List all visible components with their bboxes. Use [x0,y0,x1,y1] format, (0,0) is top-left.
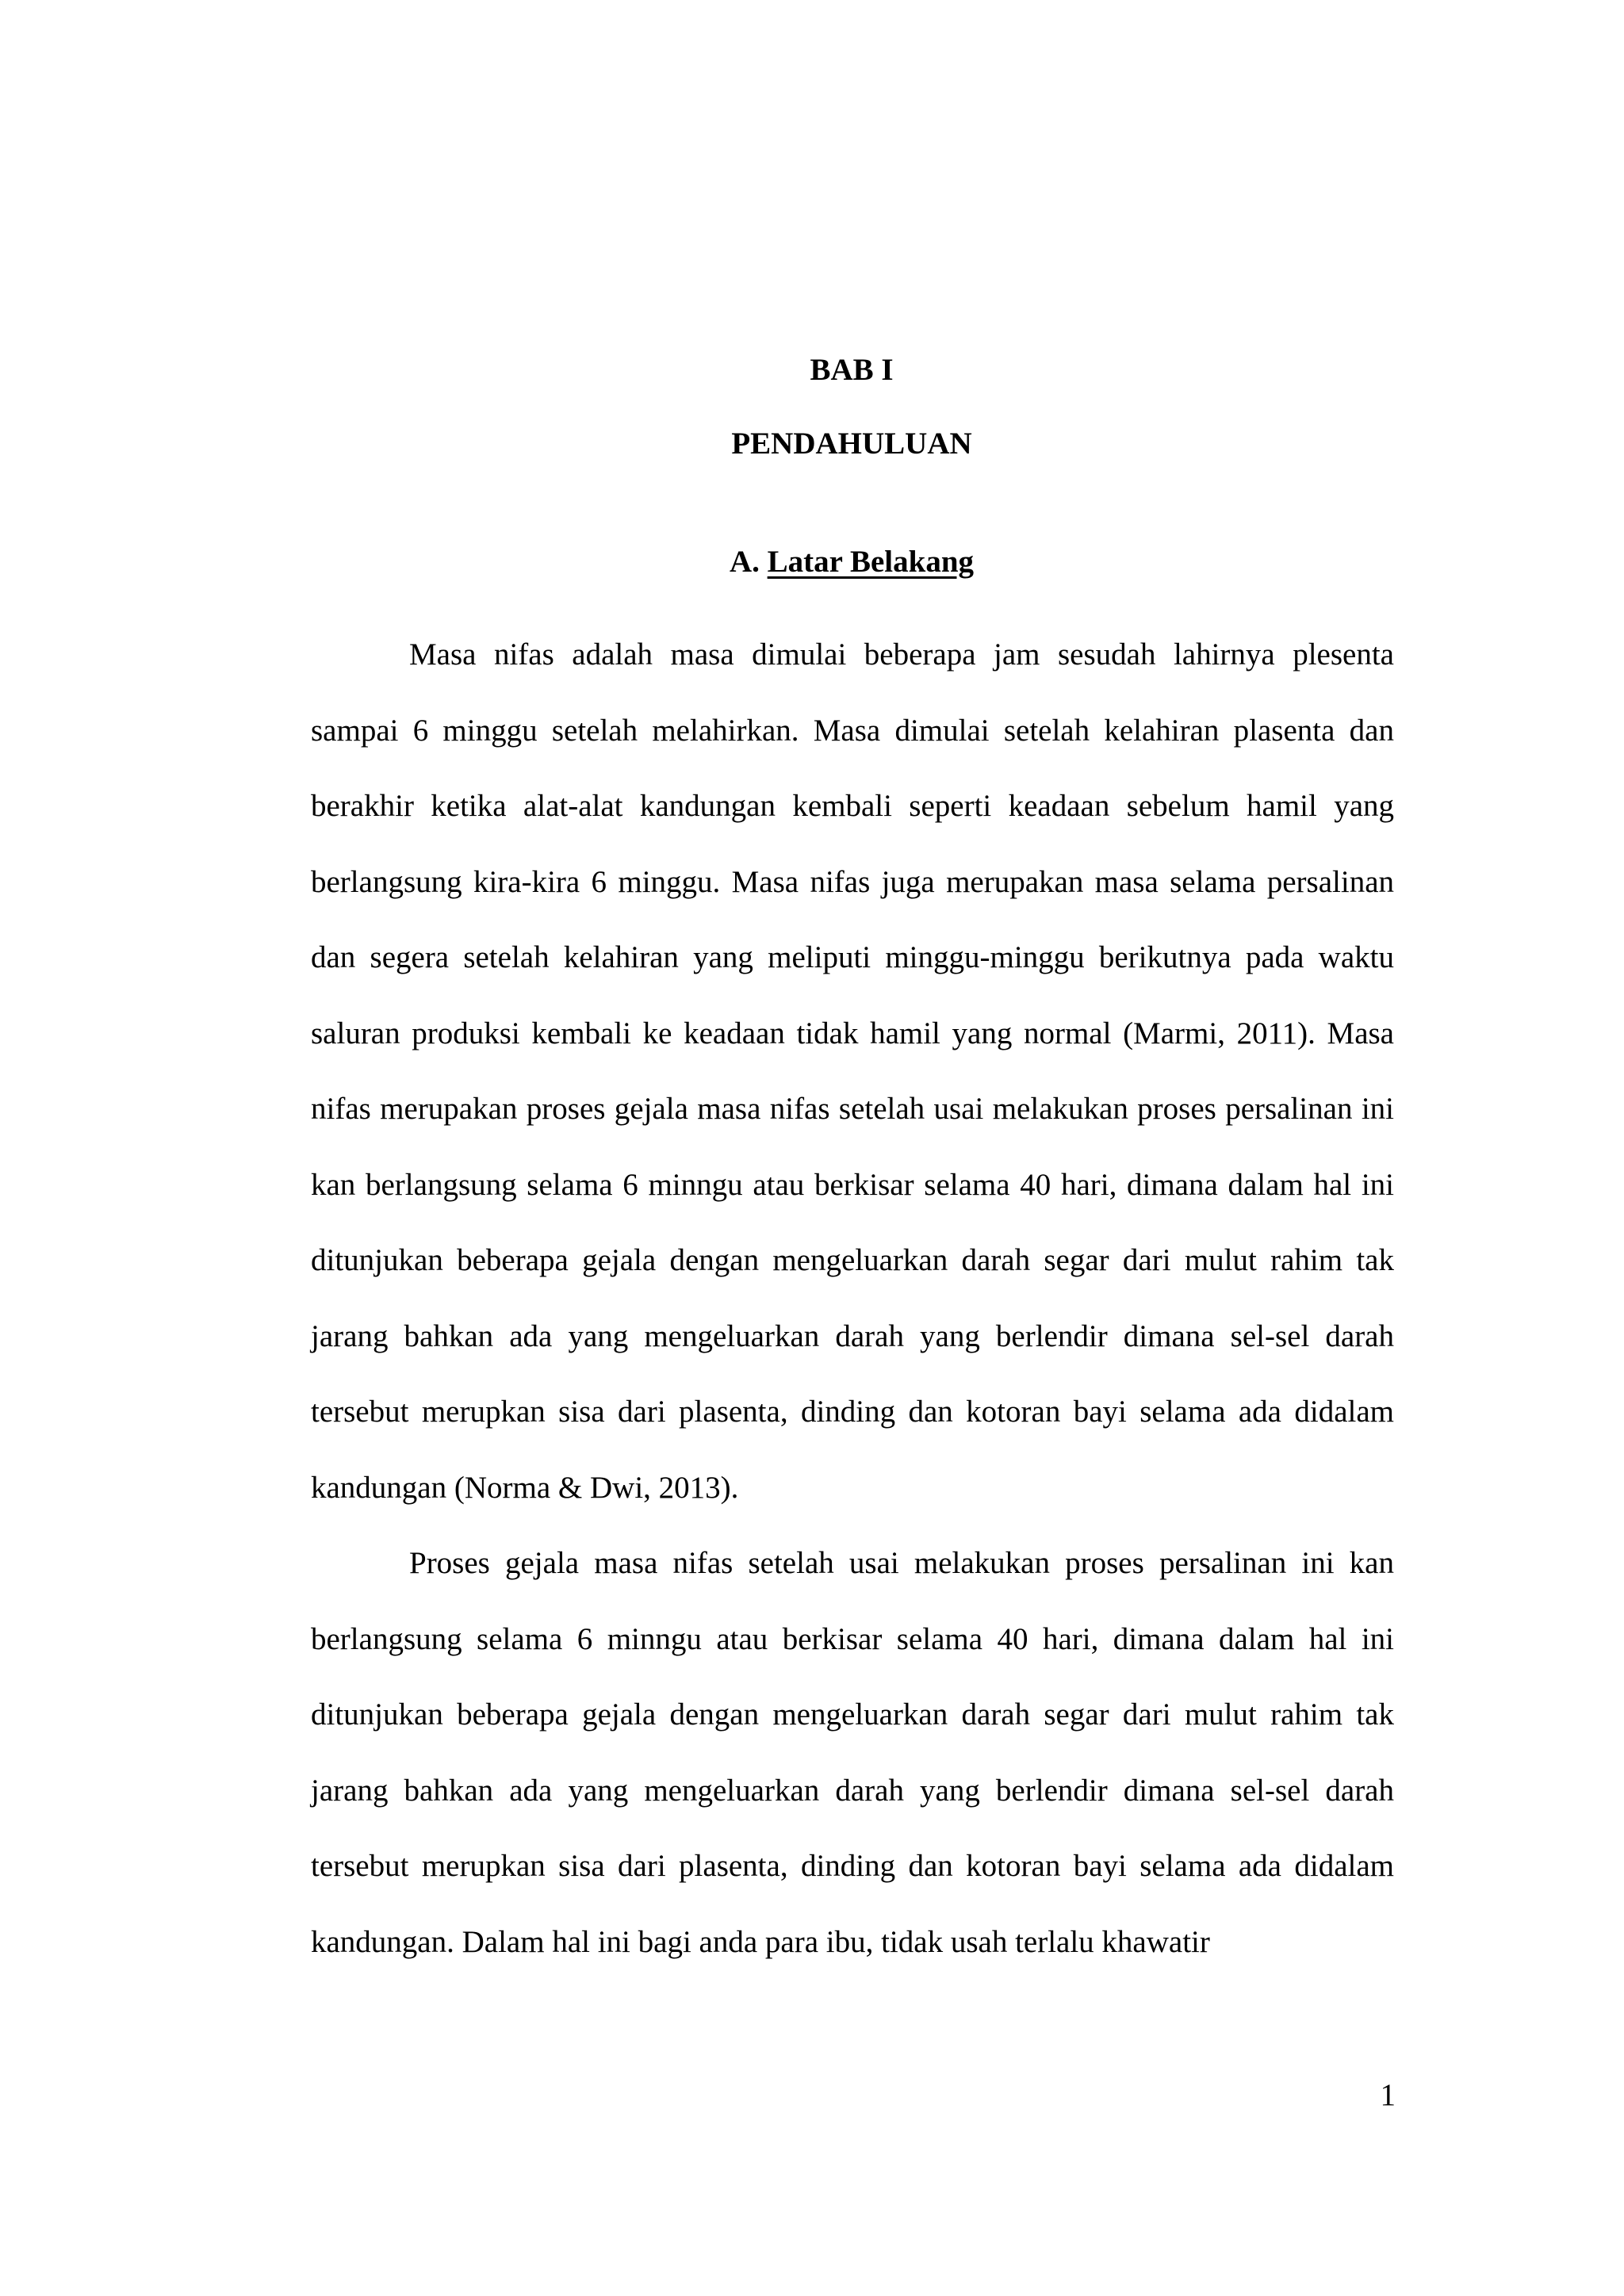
paragraph-1: Masa nifas adalah masa dimulai beberapa jam sesudah lahirnya plesenta sampai 6 minggu setelah melahirkan. Masa dimulai setelah kelahiran plasenta dan berakhir ketika alat-alat kandungan kembali seperti keadaan sebelum hamil yang berlangsung kira-kira 6 minggu. Masa nifas juga merupakan masa selama persalinan dan segera setelah kelahiran yang meliputi minggu-minggu berikutnya pada waktu saluran produksi kembali ke keadaan tidak hamil yang normal (Marmi, 2011). Masa nifas merupakan proses gejala masa nifas setelah usai melakukan proses persalinan ini kan berlangsung selama 6 minngu atau berkisar selama 40 hari, dimana dalam hal ini ditunjukan beberapa gejala dengan mengeluarkan darah segar dari mulut rahim tak jarang bahkan ada yang mengeluarkan darah yang berlendir dimana sel-sel darah tersebut merupkan sisa dari plasenta, dinding dan kotoran bayi selama ada didalam kandungan (Norma & Dwi, 2013). [311,637,1394,1505]
section-prefix: A. [729,545,760,579]
paragraph-2: Proses gejala masa nifas setelah usai melakukan proses persalinan ini kan berlangsung selama 6 minngu atau berkisar selama 40 hari, dimana dalam hal ini ditunjukan beberapa gejala dengan mengeluarkan darah segar dari mulut rahim tak jarang bahkan ada yang mengeluarkan darah yang berlendir dimana sel-sel darah tersebut merupkan sisa dari plasenta, dinding dan kotoran bayi selama ada didalam kandungan. Dalam hal ini bagi anda para ibu, tidak usah terlalu khawatir [311,1546,1394,1959]
page-number: 1 [1380,2078,1396,2112]
chapter-title: PENDAHULUAN [731,427,972,461]
section-label: Latar Belakang [767,545,975,579]
chapter-number: BAB I [810,353,894,387]
body-text [311,617,1394,1980]
section-heading [309,542,1394,582]
